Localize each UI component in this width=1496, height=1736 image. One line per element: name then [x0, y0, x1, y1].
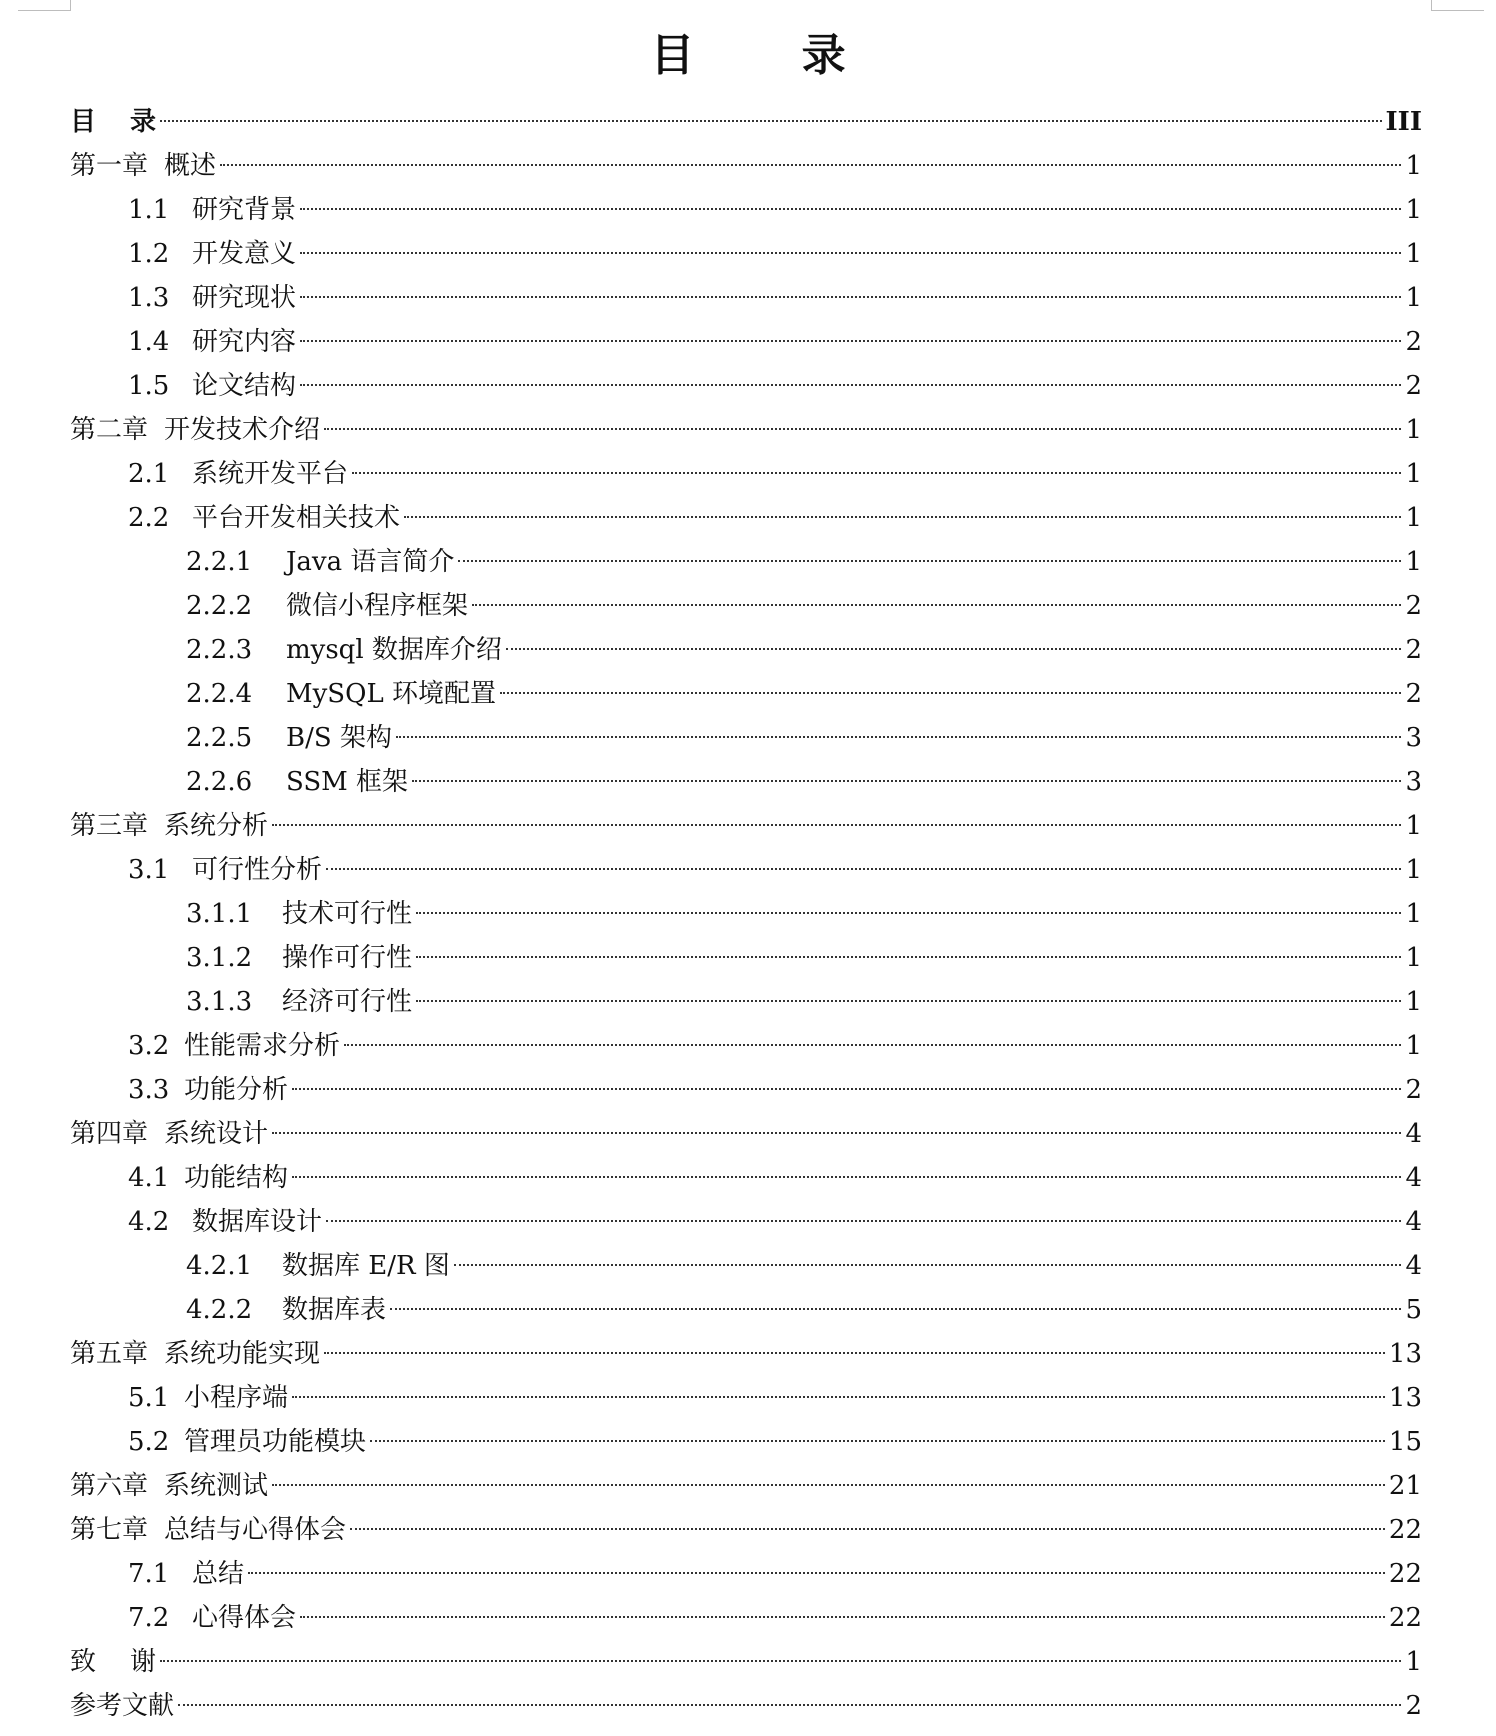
toc-entry-number: 3.1.2 [186, 943, 253, 973]
dot-leader [300, 1616, 1385, 1618]
dot-leader [396, 736, 1402, 738]
toc-entry-section[interactable] [70, 1596, 1422, 1640]
toc-entry-title: 总结与心得体会 [164, 1515, 347, 1545]
toc-entry-number: 3.2 [128, 1031, 170, 1061]
toc-entry-page: 13 [1388, 1339, 1422, 1369]
toc-entry-chapter[interactable] [70, 1332, 1422, 1376]
dot-leader [472, 604, 1401, 606]
toc-entry-title: 系统开发平台 [192, 459, 349, 489]
toc-entry-number: 2.2.4 [186, 679, 253, 709]
toc-entry-page: 4 [1405, 1119, 1422, 1149]
toc-entry-number: 1.1 [128, 195, 170, 225]
dot-leader [160, 1660, 1401, 1662]
toc-entry-title: 小程序端 [184, 1383, 289, 1413]
toc-entry-number: 目 [70, 107, 97, 137]
toc-entry-number: 2.1 [128, 459, 170, 489]
dot-leader [248, 1572, 1385, 1574]
dot-leader [300, 384, 1401, 386]
toc-entry-title: 数据库表 [282, 1295, 387, 1325]
toc-entry-page: 1 [1405, 239, 1422, 269]
toc-entry-section[interactable] [70, 452, 1422, 496]
toc-entry-page: 4 [1405, 1163, 1422, 1193]
toc-entry-title: 研究背景 [192, 195, 297, 225]
toc-entry-page: 2 [1405, 1075, 1422, 1105]
toc-entry-number: 2.2.5 [186, 723, 253, 753]
toc-entry-page: 1 [1405, 503, 1422, 533]
toc-entry-title: 管理员功能模块 [184, 1427, 367, 1457]
toc-entry-page: 2 [1405, 635, 1422, 665]
dot-leader [500, 692, 1401, 694]
dot-leader [416, 1000, 1401, 1002]
toc-entry-chapter[interactable] [70, 1508, 1422, 1552]
toc-entry-section[interactable] [70, 1156, 1422, 1200]
toc-entry-number: 1.2 [128, 239, 170, 269]
toc-entry-number: 第二章 [70, 415, 149, 445]
toc-entry-section[interactable] [70, 1200, 1422, 1244]
dot-leader [160, 120, 1381, 122]
dot-leader [300, 252, 1401, 254]
toc-entry-subsection[interactable] [70, 892, 1422, 936]
toc-entry-page: 4 [1405, 1207, 1422, 1237]
toc-entry-title: MySQL 环境配置 [286, 679, 496, 709]
page-corner-mark-right [1431, 0, 1484, 11]
toc-entry-title: 参考文献 [70, 1691, 175, 1721]
toc-entry-page: 13 [1388, 1383, 1422, 1413]
toc-entry-subsection[interactable] [70, 980, 1422, 1024]
toc-entry-section[interactable] [70, 1024, 1422, 1068]
dot-leader [178, 1704, 1401, 1706]
toc-entry-title: 研究内容 [192, 327, 297, 357]
dot-leader [292, 1088, 1401, 1090]
toc-entry-section[interactable] [70, 320, 1422, 364]
toc-entry-number: 第三章 [70, 811, 149, 841]
toc-entry-number: 4.1 [128, 1163, 170, 1193]
toc-entry-number: 7.2 [128, 1603, 170, 1633]
toc-entry-number: 3.1.1 [186, 899, 253, 929]
dot-leader [324, 428, 1401, 430]
toc-entry-page: 22 [1388, 1603, 1422, 1633]
toc-entry-title: 微信小程序框架 [286, 591, 469, 621]
toc-entry-number: 3.3 [128, 1075, 170, 1105]
toc-entry-page: 1 [1405, 855, 1422, 885]
toc-entry-number: 2.2.2 [186, 591, 253, 621]
toc-entry-page: 3 [1405, 767, 1422, 797]
toc-entry-number: 5.1 [128, 1383, 170, 1413]
dot-leader [292, 1176, 1401, 1178]
toc-entry-page: 1 [1405, 283, 1422, 313]
dot-leader [370, 1440, 1385, 1442]
toc-entry-subsection[interactable] [70, 584, 1422, 628]
toc-entry-title: 操作可行性 [282, 943, 413, 973]
toc-entry-title: 技术可行性 [282, 899, 413, 929]
page-corner-mark-left [18, 0, 71, 11]
toc-entry-title: 可行性分析 [192, 855, 323, 885]
toc-entry-chapter[interactable] [70, 1464, 1422, 1508]
toc-entry-number: 2.2 [128, 503, 170, 533]
toc-entry-section[interactable] [70, 232, 1422, 276]
toc-entry-page: 15 [1388, 1427, 1422, 1457]
dot-leader [272, 824, 1401, 826]
dot-leader [300, 340, 1401, 342]
toc-entry-page: 21 [1388, 1471, 1422, 1501]
dot-leader [292, 1396, 1385, 1398]
dot-leader [300, 208, 1401, 210]
toc-entry-subsection[interactable] [70, 1244, 1422, 1288]
toc-entry-subsection[interactable] [70, 540, 1422, 584]
toc-entry-page: III [1385, 107, 1422, 137]
toc-entry-page: 3 [1405, 723, 1422, 753]
toc-entry-section[interactable] [70, 1376, 1422, 1420]
toc-entry-page: 1 [1405, 899, 1422, 929]
toc-entry-chapter[interactable] [70, 408, 1422, 452]
toc-entry-number: 第四章 [70, 1119, 149, 1149]
dot-leader [404, 516, 1401, 518]
toc-entry-page: 1 [1405, 987, 1422, 1017]
toc-entry-title: 系统测试 [164, 1471, 269, 1501]
toc-entry-number: 4.2 [128, 1207, 170, 1237]
toc-entry-page: 1 [1405, 943, 1422, 973]
toc-entry-page: 2 [1405, 327, 1422, 357]
dot-leader [412, 780, 1401, 782]
toc-entry-chapter[interactable] [70, 1112, 1422, 1156]
toc-entry-title: mysql 数据库介绍 [286, 635, 502, 665]
toc-entry-title: SSM 框架 [286, 767, 409, 797]
toc-entry-section[interactable] [70, 1552, 1422, 1596]
toc-entry-references[interactable] [70, 1684, 1422, 1728]
dot-leader [220, 164, 1401, 166]
toc-entry-title: B/S 架构 [286, 723, 392, 753]
toc-entry-page: 1 [1405, 195, 1422, 225]
toc-entry-subsection[interactable] [70, 760, 1422, 804]
toc-entry-title: 开发意义 [192, 239, 297, 269]
toc-entry-title: 性能需求分析 [184, 1031, 341, 1061]
toc-entry-section[interactable] [70, 364, 1422, 408]
dot-leader [344, 1044, 1401, 1046]
toc-entry-chapter[interactable] [70, 804, 1422, 848]
toc-entry-page: 22 [1388, 1515, 1422, 1545]
toc-entry-page: 4 [1405, 1251, 1422, 1281]
dot-leader [324, 1352, 1385, 1354]
toc-entry-subsection[interactable] [70, 628, 1422, 672]
toc-entry-page: 2 [1405, 679, 1422, 709]
toc-entry-number: 2.2.3 [186, 635, 253, 665]
toc-entry-number: 1.4 [128, 327, 170, 357]
toc-entry-title: 研究现状 [192, 283, 297, 313]
toc-entry-subsection[interactable] [70, 672, 1422, 716]
toc-entry-number: 第一章 [70, 151, 149, 181]
toc-entry-section[interactable] [70, 188, 1422, 232]
dot-leader [506, 648, 1402, 650]
dot-leader [416, 912, 1401, 914]
toc-entry-title: 数据库 E/R 图 [282, 1251, 450, 1281]
toc-entry-page: 1 [1405, 459, 1422, 489]
toc-entry-title: 系统设计 [164, 1119, 269, 1149]
toc-entry-title: 功能分析 [184, 1075, 289, 1105]
toc-entry-title: 录 [130, 107, 157, 137]
dot-leader [326, 1220, 1401, 1222]
toc-entry-title: 开发技术介绍 [164, 415, 321, 445]
toc-entry-page: 1 [1405, 1031, 1422, 1061]
toc-entry-title: 概述 [164, 151, 217, 181]
toc-entry-title: 系统功能实现 [164, 1339, 321, 1369]
toc-entry-title: 谢 [130, 1647, 157, 1677]
table-of-contents [70, 100, 1422, 1728]
toc-entry-page: 1 [1405, 151, 1422, 181]
toc-entry-number: 5.2 [128, 1427, 170, 1457]
dot-leader [454, 1264, 1402, 1266]
dot-leader [272, 1484, 1385, 1486]
toc-entry-number: 4.2.2 [186, 1295, 253, 1325]
dot-leader [300, 296, 1401, 298]
toc-entry-section[interactable] [70, 1068, 1422, 1112]
toc-entry-page: 1 [1405, 811, 1422, 841]
dot-leader [352, 472, 1401, 474]
toc-entry-section[interactable] [70, 1420, 1422, 1464]
toc-entry-page: 5 [1405, 1295, 1422, 1325]
toc-entry-section[interactable] [70, 276, 1422, 320]
toc-entry-number: 7.1 [128, 1559, 170, 1589]
toc-entry-number: 第七章 [70, 1515, 149, 1545]
dot-leader [458, 560, 1401, 562]
toc-entry-page: 1 [1405, 547, 1422, 577]
toc-entry-page: 22 [1388, 1559, 1422, 1589]
dot-leader [326, 868, 1401, 870]
toc-entry-page: 2 [1405, 591, 1422, 621]
toc-entry-page: 2 [1405, 1691, 1422, 1721]
dot-leader [390, 1308, 1401, 1310]
toc-entry-section[interactable] [70, 496, 1422, 540]
dot-leader [350, 1528, 1385, 1530]
dot-leader [416, 956, 1401, 958]
page-title: 目 录 [650, 30, 892, 81]
toc-entry-section[interactable] [70, 848, 1422, 892]
toc-entry-number: 4.2.1 [186, 1251, 253, 1281]
toc-entry-subsection[interactable] [70, 716, 1422, 760]
toc-entry-title: Java 语言简介 [286, 547, 455, 577]
toc-entry-page: 2 [1405, 371, 1422, 401]
toc-entry-title: 心得体会 [192, 1603, 297, 1633]
toc-entry-number: 3.1.3 [186, 987, 253, 1017]
toc-entry-title: 平台开发相关技术 [192, 503, 401, 533]
toc-entry-number: 3.1 [128, 855, 170, 885]
toc-entry-title: 数据库设计 [192, 1207, 323, 1237]
toc-entry-subsection[interactable] [70, 936, 1422, 980]
toc-entry-subsection[interactable] [70, 1288, 1422, 1332]
dot-leader [272, 1132, 1401, 1134]
toc-entry-page: 1 [1405, 1647, 1422, 1677]
toc-entry-number: 第五章 [70, 1339, 149, 1369]
toc-entry-acknowledgements[interactable] [70, 1640, 1422, 1684]
toc-entry-number: 2.2.6 [186, 767, 253, 797]
toc-entry-page: 1 [1405, 415, 1422, 445]
toc-entry-chapter[interactable] [70, 144, 1422, 188]
toc-entry-title: 经济可行性 [282, 987, 413, 1017]
toc-entry-title: 论文结构 [192, 371, 297, 401]
toc-entry-title: 功能结构 [184, 1163, 289, 1193]
toc-entry-number: 1.3 [128, 283, 170, 313]
toc-entry-number: 1.5 [128, 371, 170, 401]
toc-entry-number: 2.2.1 [186, 547, 253, 577]
toc-entry-title: 总结 [192, 1559, 245, 1589]
toc-entry-number: 第六章 [70, 1471, 149, 1501]
toc-entry-contents[interactable] [70, 100, 1422, 144]
toc-entry-number: 致 [70, 1647, 97, 1677]
toc-entry-title: 系统分析 [164, 811, 269, 841]
